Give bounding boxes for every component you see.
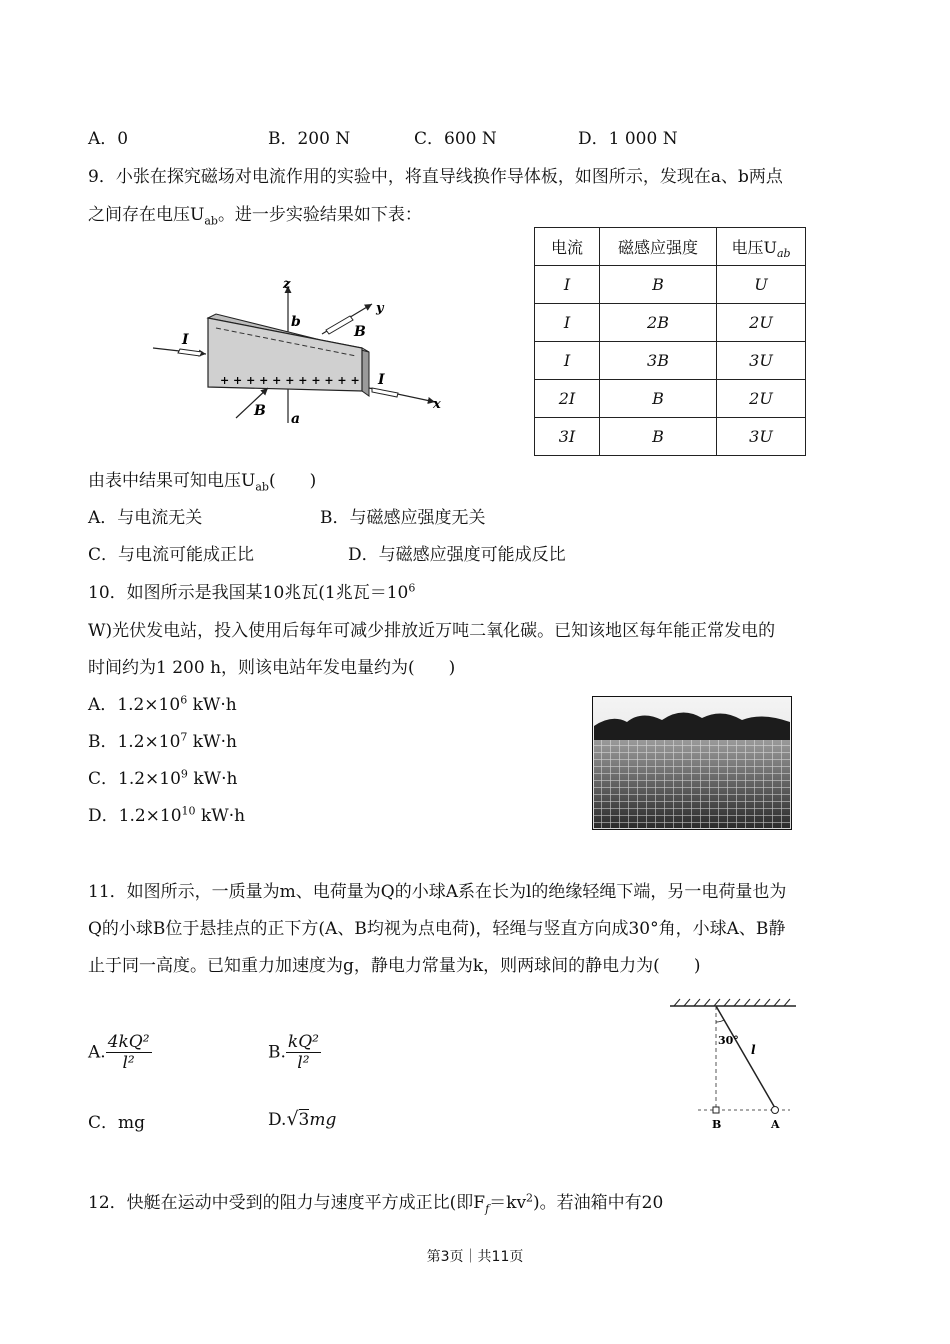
label-length: l — [751, 1043, 756, 1057]
label-field-front: B — [254, 403, 266, 419]
label-current-in: I — [182, 332, 189, 348]
q8-option-c: C．600 N — [414, 129, 497, 149]
table-row: 3I B 3U — [535, 418, 806, 456]
label-y: y — [376, 301, 384, 316]
q10-option-a: A．$1.2\times 10^6$ kW·h — [88, 693, 237, 715]
q9-option-d: D．与磁感应强度可能成反比 — [348, 545, 566, 565]
q10-option-b: B．$1.2\times 10^7$ kW·h — [88, 730, 237, 752]
q11-stem-line3: 止于同一高度。已知重力加速度为g，静电力常量为k，则两球间的静电力为( ) — [88, 956, 701, 976]
q9-option-a: A．与电流无关 — [88, 508, 203, 528]
q12-stem-line1: 12．快艇在运动中受到的阻力与速度平方成正比(即$F_f=kv^2$)。若油箱中有20 — [88, 1191, 664, 1216]
table-header-row — [535, 228, 806, 266]
q11-option-b: B. $\frac{\text{kQ²}}{\text{l²}}$ — [268, 1032, 319, 1073]
q11-option-d: D.√3mg — [268, 1108, 337, 1130]
q9-question: 由表中结果可知电压$U_{ab}$( ) — [88, 471, 317, 494]
q10-stem-line3: 时间约为1 200 h，则该电站年发电量约为( ) — [88, 658, 456, 678]
table-row: 2I B 2U — [535, 380, 806, 418]
solar-farm-photo — [592, 696, 792, 830]
label-x: x — [433, 397, 441, 412]
table-row: I 3B 3U — [535, 342, 806, 380]
q11-option-a: A. $\frac{\text{4kQ²}}{\text{l²}}$ — [88, 1032, 150, 1073]
q10-stem-line1: 10．如图所示是我国某10兆瓦(1兆瓦$=10^6$ — [88, 581, 416, 603]
label-plus-charges: + + + + + + + + + + + — [220, 374, 360, 387]
label-ball-b: B — [712, 1118, 722, 1131]
q8-option-a: A．0 — [88, 129, 129, 149]
q8-option-b: B．200 N — [268, 129, 351, 149]
conductor-plate-figure — [150, 278, 450, 428]
label-a: a — [291, 411, 301, 427]
q11-option-c: C．mg — [88, 1113, 146, 1133]
page-footer: 第3页｜共11页 — [426, 1249, 524, 1265]
q9-stem-line1: 9．小张在探究磁场对电流作用的实验中，将直导线换作导体板，如图所示，发现在a、b两点 — [88, 167, 783, 187]
label-current-out: I — [378, 372, 385, 388]
q9-option-b: B．与磁感应强度无关 — [320, 508, 486, 528]
q11-stem-line2: Q的小球B位于悬挂点的正下方(A、B均视为点电荷)，轻绳与竖直方向成30°角，小球A、B静 — [88, 919, 786, 939]
q10-option-d: D．$1.2\times 10^{10}$ kW·h — [88, 804, 246, 826]
header-voltage: 电压$U_{ab}$ — [717, 228, 806, 266]
label-z: z — [283, 278, 291, 292]
q9-stem-line2: 之间存在电压$U_{ab}$。进一步实验结果如下表： — [88, 205, 422, 228]
pendulum-figure — [668, 996, 798, 1134]
results-table — [534, 227, 806, 456]
q11-stem-line1: 11．如图所示，一质量为m、电荷量为Q的小球A系在长为l的绝缘轻绳下端，另一电荷量也为 — [88, 882, 787, 902]
label-ball-a: A — [771, 1118, 780, 1131]
q10-option-c: C．$1.2\times 10^9$ kW·h — [88, 767, 238, 789]
q9-option-c: C．与电流可能成正比 — [88, 545, 255, 565]
header-field: 磁感应强度 — [600, 228, 717, 266]
table-row: I B U — [535, 266, 806, 304]
q10-stem-line2: W)光伏发电站，投入使用后每年可减少排放近万吨二氧化碳。已知该地区每年能正常发电的 — [88, 621, 776, 641]
label-b: b — [291, 314, 301, 330]
header-current: 电流 — [535, 228, 600, 266]
table-row: I 2B 2U — [535, 304, 806, 342]
label-field-back: B — [354, 324, 366, 340]
q8-option-d: D．1 000 N — [578, 129, 678, 149]
label-angle: 30° — [718, 1034, 739, 1047]
